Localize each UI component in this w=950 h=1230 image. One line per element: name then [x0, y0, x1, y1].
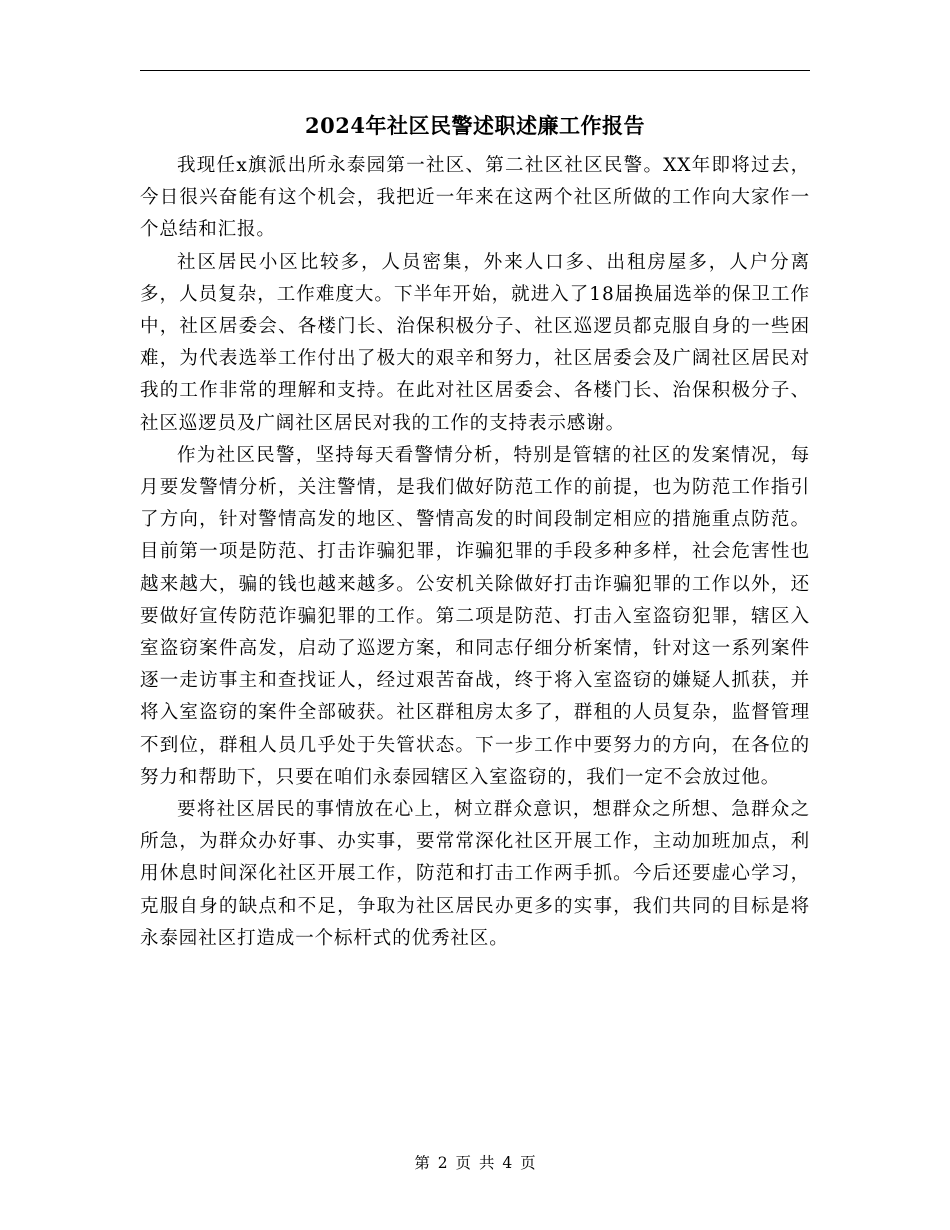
header-rule [140, 70, 810, 71]
document-body [140, 150, 810, 955]
paragraph-3: 作为社区民警，坚持每天看警情分析，特别是管辖的社区的发案情况，每月要发警情分析，关注警情，是我们做好防范工作的前提，也为防范工作指引了方向，针对警情高发的地区、警情高发的时间段制定相应的措施重点防范。目前第一项是防范、打击诈骗犯罪，诈骗犯罪的手段多种多样，社会危害性也越来越大，骗的钱也越来越多。公安机关除做好打击诈骗犯罪的工作以外，还要做好宣传防范诈骗犯罪的工作。第二项是防范、打击入室盗窃犯罪，辖区入室盗窃案件高发，启动了巡逻方案，和同志仔细分析案情，针对这一系列案件逐一走访事主和查找证人，经过艰苦奋战，终于将入室盗窃的嫌疑人抓获，并将入室盗窃的案件全部破获。社区群租房太多了，群租的人员复杂，监督管理不到位，群租人员几乎处于失管状态。下一步工作中要努力的方向，在各位的努力和帮助下，只要在咱们永泰园辖区入室盗窃的，我们一定不会放过他。 [140, 444, 810, 788]
paragraph-2: 社区居民小区比较多，人员密集，外来人口多、出租房屋多，人户分离多，人员复杂，工作难度大。下半年开始，就进入了18届换届选举的保卫工作中，社区居委会、各楼门长、治保积极分子、社区巡逻员都克服自身的一些困难，为代表选举工作付出了极大的艰辛和努力，社区居委会及广阔社区居民对我的工作非常的理解和支持。在此对社区居委会、各楼门长、治保积极分子、社区巡逻员及广阔社区居民对我的工作的支持表示感谢。 [140, 251, 810, 434]
document-title: 2024年社区民警述职述廉工作报告 [305, 113, 645, 138]
paragraph-1: 我现任x旗派出所永泰园第一社区、第二社区社区民警。XX年即将过去，今日很兴奋能有这个机会，我把近一年来在这两个社区所做的工作向大家作一个总结和汇报。 [140, 155, 810, 241]
page-number: 第 2 页 共 4 页 [414, 1154, 536, 1172]
paragraph-4: 要将社区居民的事情放在心上，树立群众意识，想群众之所想、急群众之所急，为群众办好事、办实事，要常常深化社区开展工作，主动加班加点，利用休息时间深化社区开展工作，防范和打击工作两手抓。今后还要虚心学习，克服自身的缺点和不足，争取为社区居民办更多的实事，我们共同的目标是将永泰园社区打造成一个标杆式的优秀社区。 [140, 799, 810, 949]
